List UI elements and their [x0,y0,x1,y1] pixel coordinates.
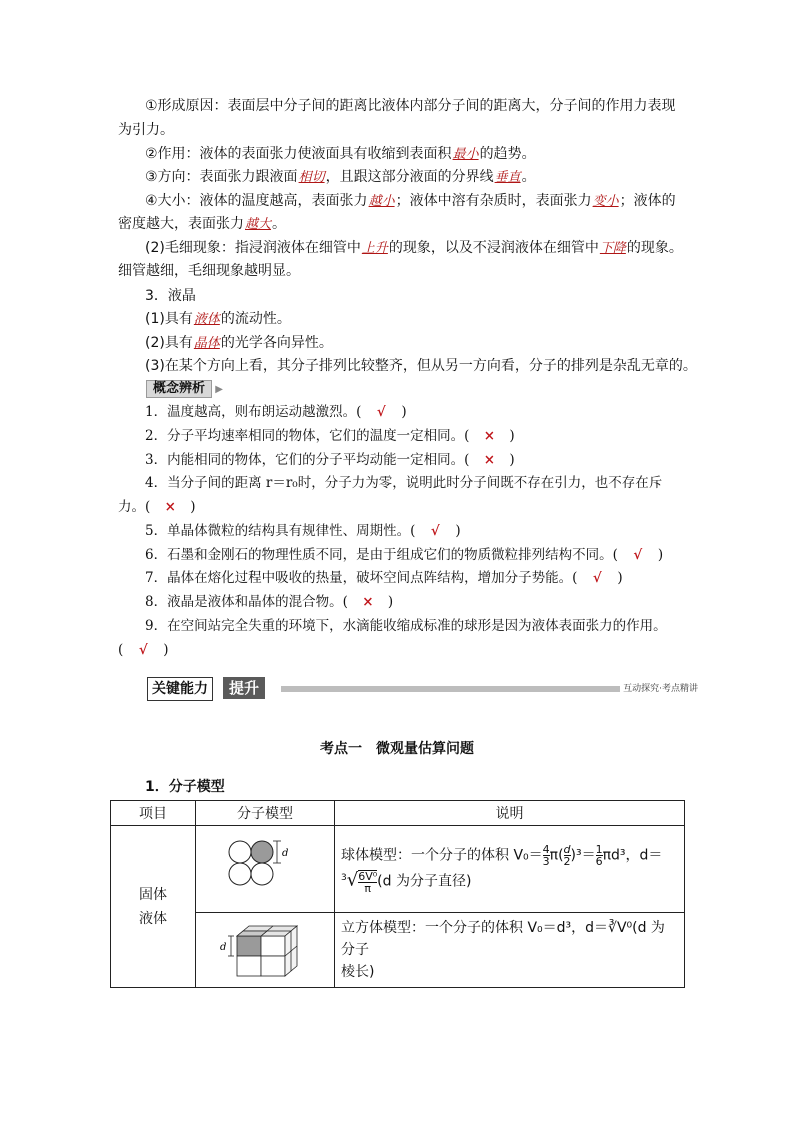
handwritten-answer: 液体 [193,312,220,327]
check-icon: √ [592,570,602,586]
judgment-item: 5．单晶体微粒的结构具有规律性、周期性。( √ ) [145,523,461,539]
paragraph-formation: ①形成原因：表面层中分子间的距离比液体内部分子间的距离大，分子间的作用力表现 [145,98,676,114]
liquid-crystal-3: (3)在某个方向上看，其分子排列比较整齐，但从另一方向看，分子的排列是杂乱无章的。 [145,358,697,374]
check-icon: √ [633,547,643,563]
paragraph-function: ②作用：液体的表面张力使液面具有收缩到表面积最小的趋势。 [145,146,536,162]
svg-text:d: d [220,942,227,953]
header-description: 说明 [335,801,685,826]
handwritten-answer: 上升 [361,241,388,256]
table-row [111,826,685,913]
judgment-item: 1．温度越高，则布朗运动越激烈。( √ ) [145,404,407,420]
handwritten-answer: 最小 [452,147,479,162]
paragraph-capillary: (2)毛细现象：指浸润液体在细管中上升的现象，以及不浸润液体在细管中下降的现象。 [145,240,683,256]
cross-icon: × [483,428,496,444]
table-row [111,913,685,988]
concept-tag: 概念辨析 ▶ [146,378,223,400]
liquid-crystal-2: (2)具有晶体的光学各向异性。 [145,335,333,351]
judgment-item-cont: 力。( × ) [118,499,196,515]
cube-model-diagram [215,918,315,978]
row-label: 固体 液体 [111,826,196,988]
banner-title: 关键能力 [147,677,213,701]
sphere-model-figure [196,826,335,913]
judgment-item: 8．液晶是液体和晶体的混合物。( × ) [145,594,394,610]
handwritten-answer: 变小 [592,194,619,209]
cube-model-figure [196,913,335,988]
heading-liquid-crystal: 3．液晶 [145,288,196,304]
handwritten-answer: 越小 [368,194,395,209]
subsection-title: 1．分子模型 [145,779,225,795]
cross-icon: × [362,594,374,610]
judgment-item-cont: ( √ ) [118,642,169,658]
banner-badge: 提升 [223,677,265,699]
judgment-item: 6．石墨和金刚石的物理性质不同，是由于组成它们的物质微粒排列结构不同。( √ ) [145,547,664,563]
paragraph-formation-cont: 为引力。 [118,122,174,138]
paragraph-magnitude-cont: 密度越大，表面张力越大。 [118,216,287,232]
cross-icon: × [164,499,176,515]
sphere-model-diagram [215,832,315,902]
section-title: 考点一 微观量估算问题 [320,741,474,757]
judgment-item: 9．在空间站完全失重的环境下，水滴能收缩成标准的球形是因为液体表面张力的作用。 [145,618,667,634]
judgment-item: 3．内能相同的物体，它们的分子平均动能一定相同。( × ) [145,452,515,468]
check-icon: √ [376,404,386,420]
section-banner [147,677,701,699]
cross-icon: × [483,452,496,468]
cube-model-description: 立方体模型：一个分子的体积 V₀＝d³，d＝∛V⁰(d 为分子 棱长) [335,913,685,988]
table-header-row [111,801,685,826]
judgment-item: 2．分子平均速率相同的物体，它们的温度一定相同。( × ) [145,428,515,444]
paragraph-magnitude: ④大小：液体的温度越高，表面张力越小；液体中溶有杂质时，表面张力变小；液体的 [145,193,676,209]
paragraph-capillary-cont: 细管越细，毛细现象越明显。 [118,263,300,279]
svg-text:d: d [282,848,289,859]
header-model: 分子模型 [196,801,335,826]
banner-subtitle: 互动探究·考点精讲 [620,681,701,694]
check-icon: √ [138,642,148,658]
liquid-crystal-1: (1)具有液体的流动性。 [145,311,291,327]
check-icon: √ [430,523,440,539]
header-item: 项目 [111,801,196,826]
handwritten-answer: 晶体 [193,336,220,351]
handwritten-answer: 垂直 [494,170,521,185]
handwritten-answer: 下降 [599,241,626,256]
sphere-model-description: 球体模型：一个分子的体积 V₀＝ $\frac{4}{3}$ π( $\frac{d}{2}$ )³＝ $\frac{1}{6}$ πd³，d＝ $^3$√ $\frac{\text{6V⁰}}{\pi}$ (d 为分子直径) [335,826,685,913]
handwritten-answer: 越大 [245,217,272,232]
handwritten-answer: 相切 [298,170,325,185]
judgment-item: 4．当分子间的距离 r＝r₀时，分子力为零，说明此时分子间既不存在引力，也不存在斥 [145,475,663,491]
molecule-model-table [110,800,685,988]
paragraph-direction: ③方向：表面张力跟液面相切，且跟这部分液面的分界线垂直。 [145,169,536,185]
judgment-item: 7．晶体在熔化过程中吸收的热量，破坏空间点阵结构，增加分子势能。( √ ) [145,570,623,586]
